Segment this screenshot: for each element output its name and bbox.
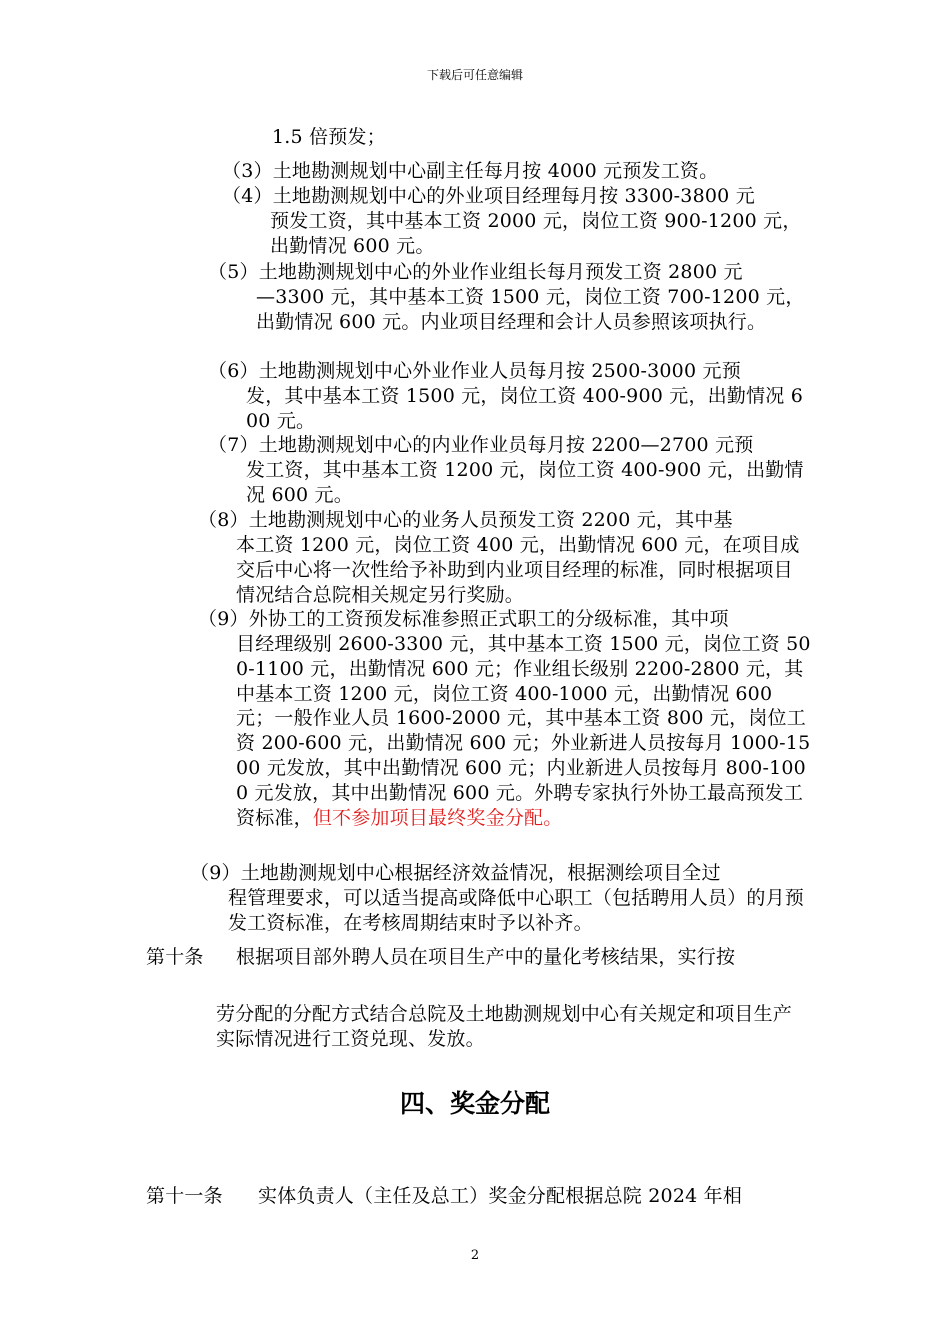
article-10-label: 第十条 xyxy=(146,946,204,968)
article-11-text: 实体负责人（主任及总工）奖金分配根据总院 2024 年相 xyxy=(258,1185,743,1207)
item-9b-first: （9）土地勘测规划中心根据经济效益情况，根据测绘项目全过 xyxy=(190,862,721,884)
item-3: （3）土地勘测规划中心副主任每月按 4000 元预发工资。 xyxy=(222,160,719,182)
section-heading: 四、奖金分配 xyxy=(399,1089,550,1118)
item-4-first: （4）土地勘测规划中心的外业项目经理每月按 3300-3800 元 xyxy=(222,185,755,207)
item-9-highlight: 但不参加项目最终奖金分配。 xyxy=(312,806,563,829)
article-11-label: 第十一条 xyxy=(146,1185,223,1207)
item-8-first: （8）土地勘测规划中心的业务人员预发工资 2200 元，其中基 xyxy=(198,509,733,531)
page-header: 下载后可任意编辑 xyxy=(426,68,523,82)
item-5-rest: —3300 元，其中基本工资 1500 元，岗位工资 700-1200 元，出勤情况 600 元。内业项目经理和会计人员参照该项执行。 xyxy=(256,286,805,333)
article-10-continuation: 劳分配的分配方式结合总院及土地勘测规划中心有关规定和项目生产实际情况进行工资兑现、发放。 xyxy=(216,1003,793,1050)
item-6-first: （6）土地勘测规划中心外业作业人员每月按 2500-3000 元预 xyxy=(208,360,741,382)
item-1-5x: 1.5 倍预发； xyxy=(272,126,386,148)
item-4-rest: 预发工资，其中基本工资 2000 元，岗位工资 900-1200 元，出勤情况 600 元。 xyxy=(270,210,802,257)
item-8-rest: 本工资 1200 元，岗位工资 400 元，出勤情况 600 元，在项目成交后中心将一次性给予补助到内业项目经理的标准，同时根据项目情况结合总院相关规定另行奖励。 xyxy=(236,534,800,606)
item-9b-rest: 程管理要求，可以适当提高或降低中心职工（包括聘用人员）的月预发工资标准，在考核周期结束时予以补齐。 xyxy=(228,887,805,934)
item-6-rest: 发，其中基本工资 1500 元，岗位工资 400-900 元，出勤情况 600 元。 xyxy=(246,385,803,432)
article-10-text: 根据项目部外聘人员在项目生产中的量化考核结果，实行按 xyxy=(236,946,736,968)
page-number: 2 xyxy=(470,1248,480,1263)
item-9-first: （9）外协工的工资预发标准参照正式职工的分级标准，其中项 xyxy=(198,608,729,630)
item-7-rest: 发工资，其中基本工资 1200 元，岗位工资 400-900 元，出勤情况 600 元。 xyxy=(246,459,804,506)
item-5-first: （5）土地勘测规划中心的外业作业组长每月预发工资 2800 元 xyxy=(208,261,743,283)
item-9-body: 目经理级别 2600-3300 元，其中基本工资 1500 元，岗位工资 500-1100 元，出勤情况 600 元；作业组长级别 2200-2800 元，其中基本工资 1200 元，岗位工资 400-1000 元，出勤情况 600 元；一般作业人员 1600-2000 元，其中基本工资 800 元，岗位工资 200-600 元，出勤情况 600 元；外业新进人员按每月 1000-1500 元发放，其中出勤情况 600 元；内业新进人员按每月 800-1000 元发放，其中出勤情况 600 元。外聘专家执行外协工最高预发工资标准， xyxy=(236,633,811,829)
item-7-first: （7）土地勘测规划中心的内业作业员每月按 2200—2700 元预 xyxy=(208,434,754,456)
item-9-rest xyxy=(236,632,811,830)
